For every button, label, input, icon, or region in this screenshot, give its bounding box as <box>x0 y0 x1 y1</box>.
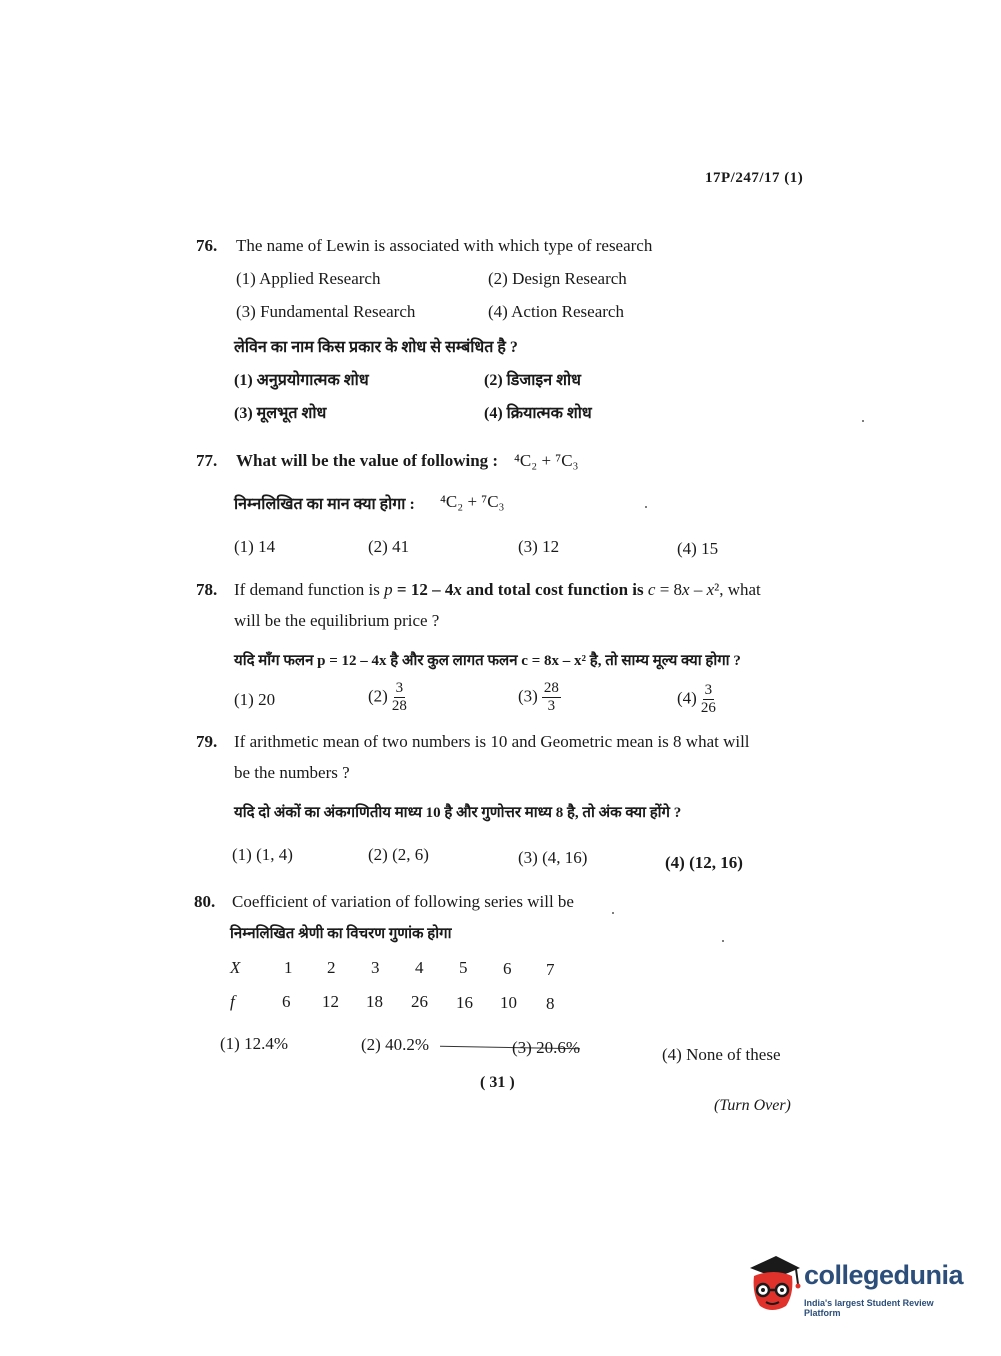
q80-f-value: 10 <box>500 993 517 1012</box>
q80-f-value: 16 <box>456 993 473 1012</box>
q80-text-en: Coefficient of variation of following series will be <box>232 892 574 911</box>
q78-text-c: = 12 – 4 <box>392 580 454 599</box>
scan-dot <box>645 506 647 508</box>
q78-number: 78. <box>196 580 218 599</box>
q78-option-4-denominator: 26 <box>700 700 716 716</box>
q78-option-3 <box>518 680 561 715</box>
q76-text-hi: लेविन का नाम किस प्रकार के शोध से सम्बंधित है ? <box>234 339 518 356</box>
q76-hindi-option-4: (4) क्रियात्मक शोध <box>484 405 592 422</box>
q79-text-en-line2: be the numbers ? <box>234 763 350 782</box>
q78-var-c: c <box>647 580 656 599</box>
q80-f-value: 26 <box>411 992 428 1011</box>
q80-f-value: 18 <box>366 992 383 1011</box>
turn-over-note: (Turn Over) <box>714 1097 791 1114</box>
q78-var-x3: x <box>706 580 715 599</box>
q80-option-3: (3) 20.6% <box>512 1038 580 1057</box>
q80-x-label: X <box>230 958 241 977</box>
collegedunia-logo <box>742 1254 972 1324</box>
q80-option-1: (1) 12.4% <box>220 1034 288 1053</box>
q80-option-2: (2) 40.2% <box>361 1035 429 1054</box>
q78-var-x1: x <box>453 580 462 599</box>
q80-f-value: 8 <box>546 994 555 1013</box>
q78-option-4 <box>677 682 716 717</box>
paper-code: 17P/247/17 (1) <box>705 170 804 186</box>
q78-text-g: = 8 <box>655 580 683 599</box>
q79-text-hi: यदि दो अंकों का अंकगणितीय माध्य 10 है और गुणोत्तर माध्य 8 है, तो अंक क्या होंगे ? <box>234 805 682 821</box>
q80-f-value: 6 <box>282 992 291 1011</box>
q80-x-value: 2 <box>327 958 336 977</box>
q77-option-1: (1) 14 <box>234 537 276 556</box>
q78-option-2-denominator: 28 <box>391 698 407 714</box>
q78-text-en-line1 <box>234 580 761 600</box>
q76-number: 76. <box>196 236 218 255</box>
q76-option-3: (3) Fundamental Research <box>236 302 416 321</box>
q79-option-4: (4) (12, 16) <box>665 853 743 872</box>
q76-option-1: (1) Applied Research <box>236 269 381 288</box>
q76-option-4: (4) Action Research <box>488 302 624 321</box>
q79-option-1: (1) (1, 4) <box>232 845 293 864</box>
q80-number: 80. <box>194 892 216 911</box>
q77-option-4: (4) 15 <box>677 539 719 558</box>
logo-wordmark: collegedunia <box>804 1260 964 1290</box>
q80-x-value: 7 <box>546 960 555 979</box>
q80-x-value: 4 <box>415 958 424 977</box>
q78-text-i: – <box>689 580 707 599</box>
q76-hindi-option-1: (1) अनुप्रयोगात्मक शोध <box>234 372 369 389</box>
q76-hindi-option-2: (2) डिजाइन शोध <box>484 372 581 389</box>
scan-dot <box>722 940 724 942</box>
q80-text-hi: निम्नलिखित श्रेणी का विचरण गुणांक होगा <box>230 926 452 942</box>
q78-text-hi: यदि माँग फलन p = 12 – 4x है और कुल लागत फलन c = 8x – x² है, तो साम्य मूल्य क्या होगा ? <box>234 653 741 669</box>
q78-text-e: and total cost function is <box>461 580 648 599</box>
q78-option-3-label: (3) <box>518 686 538 706</box>
q78-option-2-numerator: 3 <box>395 680 404 696</box>
q80-x-value: 1 <box>284 958 293 977</box>
q79-option-2: (2) (2, 6) <box>368 845 429 864</box>
q78-var-x2: x <box>682 580 690 599</box>
q78-option-4-numerator: 3 <box>704 682 713 698</box>
q79-option-3: (3) (4, 16) <box>518 848 588 867</box>
q77-text-en: What will be the value of following : <box>236 451 499 470</box>
q78-option-2 <box>368 680 407 715</box>
q78-option-3-fraction <box>542 680 561 715</box>
q78-option-2-label: (2) <box>368 686 388 706</box>
q78-option-2-fraction <box>392 680 407 715</box>
q78-option-3-numerator: 28 <box>543 680 559 696</box>
q77-option-2: (2) 41 <box>368 537 410 556</box>
q80-x-value: 6 <box>503 959 512 978</box>
q77-expression-hi: ⁴C₂ + ⁷C₃ <box>440 492 505 511</box>
q76-text-en: The name of Lewin is associated with which type of research <box>236 236 653 255</box>
page-number: ( 31 ) <box>480 1074 515 1091</box>
logo-tagline: India's largest Student Review Platform <box>804 1298 934 1318</box>
q77-expression: ⁴C₂ + ⁷C₃ <box>514 451 579 470</box>
q78-text-en-line2: will be the equilibrium price ? <box>234 611 440 630</box>
q78-text-k: ², what <box>714 580 761 599</box>
scan-dot <box>612 912 614 914</box>
q80-x-value: 3 <box>371 958 380 977</box>
q80-x-value: 5 <box>459 958 468 977</box>
q77-option-3: (3) 12 <box>518 537 560 556</box>
q76-hindi-option-3: (3) मूलभूत शोध <box>234 405 327 422</box>
q79-text-en-line1: If arithmetic mean of two numbers is 10 and Geometric mean is 8 what will <box>234 732 750 751</box>
mascot-icon <box>742 1254 802 1316</box>
scan-dot <box>862 420 864 422</box>
q76-option-2: (2) Design Research <box>488 269 627 288</box>
q77-text-hi: निम्नलिखित का मान क्या होगा : <box>234 496 415 513</box>
q78-option-1: (1) 20 <box>234 690 276 709</box>
q80-option-4: (4) None of these <box>662 1045 781 1064</box>
q78-option-4-fraction <box>701 682 716 717</box>
q78-option-3-denominator: 3 <box>547 698 556 714</box>
q80-f-value: 12 <box>322 992 339 1011</box>
q78-option-4-label: (4) <box>677 688 697 708</box>
q77-number: 77. <box>196 451 218 470</box>
q80-f-label: f <box>230 992 235 1011</box>
q78-var-p: p <box>384 580 393 599</box>
q79-number: 79. <box>196 732 218 751</box>
q78-text-a: If demand function is <box>234 580 385 599</box>
